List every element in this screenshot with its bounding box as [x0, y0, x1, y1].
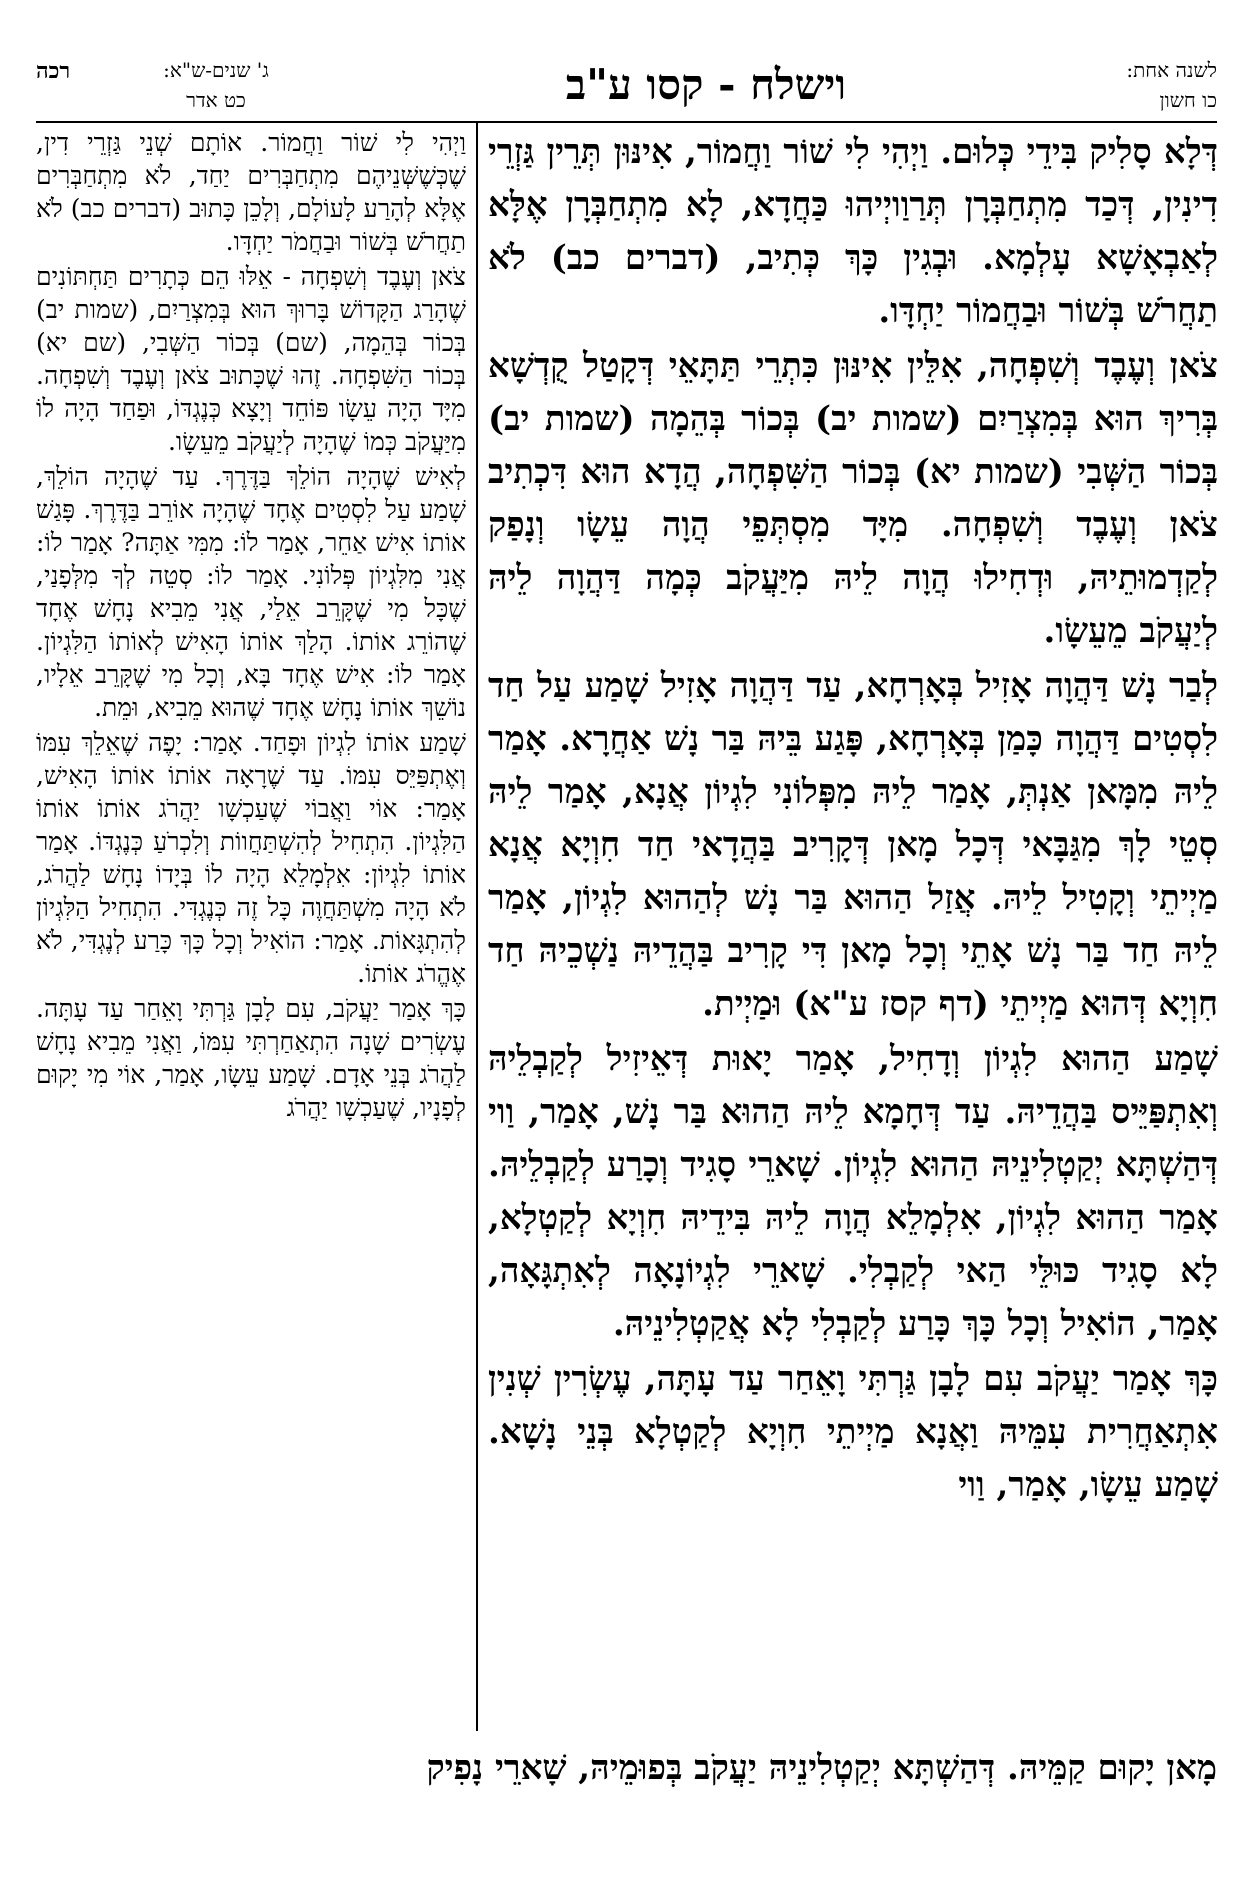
schedule-one-year: לשנה אחת: [1126, 58, 1217, 82]
header-divider [36, 121, 1217, 123]
footer-text: מָאן יָקוּם קַמֵּיהּ. דְּהַשְׁתָּא יְקַטְלִינֵיהּ יַעֲקֹב בְּפוּמֵיהּ, שָׁארֵי נָפִיק [426, 1748, 1217, 1788]
main-paragraph: צֹאן וְעֶבֶד וְשִׁפְחָה, אִלֵּין אִינּוּן כִּתְרֵי תַּתָּאֵי דְּקָטַל קֻדְשָׁא בְּרִיךְ הוּא בְּמִצְרַיִם (שמות יב) בְּכוֹר בְּהֵמָה (שמות יב) בְּכוֹר הַשְּׁבִי (שמות יא) בְּכוֹר הַשִּׁפְחָה, הֲדָא הוּא דִּכְתִיב צֹאן וְעֶבֶד וְשִׁפְחָה. מִיָּד מִסְתְּפֵי הֲוָה עֵשָׂו וְנָפַק לְקַדְמוּתֵיהּ, וּדְחִילוּ הֲוָה לֵיהּ מִיַּעֲקֹב כְּמָה דַּהֲוָה לֵיהּ לְיַעֲקֹב מֵעֵשָׂו. [488, 346, 1218, 651]
page-header [36, 58, 1217, 120]
commentary-paragraph: לְאִישׁ שֶׁהָיָה הוֹלֵךְ בַּדֶּרֶךְ. עַד שֶׁהָיָה הוֹלֵךְ, שָׁמַע עַל לִסְטִים אֶחָד שֶׁהָיָה אוֹרֵב בַּדֶּרֶךְ. פָּגַשׁ אוֹתוֹ אִישׁ אַחֵר, אָמַר לוֹ: מִמִּי אַתָּה? אָמַר לוֹ: אֲנִי מִלִּגְיוֹן פְּלוֹנִי. אָמַר לוֹ: סְטֵה לְךָ מִלְּפָנַי, שֶׁכָּל מִי שֶׁקָּרֵב אֵלַי, אֲנִי מֵבִיא נָחָשׁ אֶחָד שֶׁהוֹרֵג אוֹתוֹ. הָלַךְ אוֹתוֹ הָאִישׁ לְאוֹתוֹ הַלִּגְיוֹן. אָמַר לוֹ: אִישׁ אֶחָד בָּא, וְכָל מִי שֶׁקָּרֵב אֵלָיו, נוֹשֵׁךְ אוֹתוֹ נָחָשׁ אֶחָד שֶׁהוּא מֵבִיא, וּמֵת. [36, 462, 467, 722]
commentary-paragraph: שָׁמַע אוֹתוֹ לִגְיוֹן וּפָחַד. אָמַר: יָפֶה שֶׁאֵלֵךְ עִמּוֹ וְאֶתְפַּיֵּס עִמּוֹ. עַד שֶׁרָאָה אוֹתוֹ אוֹתוֹ הָאִישׁ, אָמַר: אוֹי וַאֲבוֹי שֶׁעַכְשָׁו יַהֲרֹג אוֹתוֹ אוֹתוֹ הַלִּגְיוֹן. הִתְחִיל לְהִשְׁתַּחֲווֹת וְלִכְרֹעַ כְּנֶגְדּוֹ. אָמַר אוֹתוֹ לִגְיוֹן: אִלְמָלֵא הָיָה לוֹ בְּיָדוֹ נָחָשׁ לַהֲרֹג, לֹא הָיָה מִשְׁתַּחֲוֶה כָּל זֶה כְּנֶגְדִּי. הִתְחִיל הַלִּגְיוֹן לְהִתְגָּאוֹת. אָמַר: הוֹאִיל וְכָל כָּךְ כָּרַע לְנֶגְדִּי, לֹא אֶהֱרֹג אוֹתוֹ. [36, 728, 466, 988]
main-paragraph: כָּךְ אָמַר יַעֲקֹב עִם לָבָן גַּרְתִּי וָאֵחַר עַד עָתָּה, עֶשְׂרִין שְׁנִין אִתְאַחֲרִית עִמֵּיהּ וַאֲנָא מַיְיתֵי חִוְיָא לְקַטְלָא בְּנֵי נָשָׁא. שָׁמַע עֵשָׂו, אָמַר, וַוי [488, 1359, 1218, 1505]
main-paragraph: לְבַר נָשׁ דַּהֲוָה אָזִיל בְּאָרְחָא, עַד דַּהֲוָה אָזִיל שָׁמַע עַל חַד לִסְטִים דַּהֲוָה כָּמַן בְּאָרְחָא, פָּגַע בֵּיהּ בַּר נָשׁ אַחֲרָא. אָמַר לֵיהּ מִמָּאן אַנְתְּ, אָמַר לֵיהּ מִפְּלוֹנִי לִגְיוֹן אֲנָא, אָמַר לֵיהּ סְטֵי לָךְ מִגַּבָּאי דְּכָל מָאן דְּקָרִיב בַּהֲדָאי חַד חִוְיָא אֲנָא מַיְיתֵי וְקָטִיל לֵיהּ. אֲזַל הַהוּא בַּר נָשׁ לְהַהוּא לִגְיוֹן, אָמַר לֵיהּ חַד בַּר נָשׁ אָתֵי וְכָל מָאן דִּי קָרִיב בַּהֲדֵיהּ נַשְׁכֵיהּ חַד חִוְיָא דְּהוּא מַיְיתֵי (דף קסז ע"א) וּמַיְית. [488, 666, 1218, 1024]
main-paragraph: שָׁמַע הַהוּא לִגְיוֹן וְדָחִיל, אָמַר יָאוּת דְּאֵיזִיל לְקַבְלֵיהּ וְאִתְפַּיֵּיס בַּהֲדֵיהּ. עַד דְּחָמָא לֵיהּ הַהוּא בַּר נָשׁ, אָמַר, וַוי דְּהַשְׁתָּא יְקַטְלִינֵיהּ הַהוּא לִגְיוֹן. שָׁארֵי סָגִיד וְכָרַע לְקַבְלֵיהּ. אָמַר הַהוּא לִגְיוֹן, אִלְמָלֵא הֲוָה לֵיהּ בִּידֵיהּ חִוְיָא לְקַטְלָא, לָא סָגִיד כּוּלֵּי הַאי לְקַבְלִי. שָׁארֵי לִגְיוֹנָאָה לְאִתְגָּאָה, אָמַר, הוֹאִיל וְכָל כָּךְ כָּרַע לְקַבְלִי לָא אֲקַטְלִינֵיהּ. [488, 1039, 1218, 1344]
commentary-paragraph: צֹאן וְעֶבֶד וְשִׁפְחָה - אֵלּוּ הֵם כְּתָרִים תַּחְתּוֹנִים שֶׁהָרַג הַקָּדוֹשׁ בָּרוּךְ הוּא בְּמִצְרַיִם, (שמות יב) בְּכוֹר בְּהֵמָה, (שם) בְּכוֹר הַשְּׁבִי, (שם יא) בְּכוֹר הַשִּׁפְחָה. זֶהוּ שֶׁכָּתוּב צֹאן וְעֶבֶד וְשִׁפְחָה. מִיָּד הָיָה עֵשָׂו פּוֹחֵד וְיָצָא כְּנֶגְדּוֹ, וּפַחַד הָיָה לוֹ מִיַּעֲקֹב כְּמוֹ שֶׁהָיָה לְיַעֲקֹב מֵעֵשָׂו. [36, 262, 466, 456]
hebrew-translation-column [36, 126, 466, 1726]
page-title: וישלח - קסו ע"ב [565, 60, 847, 109]
main-paragraph: דְּלָא סָלִיק בִּידֵי כְּלוּם. וַיְהִי לִי שׁוֹר וַחֲמוֹר, אִינּוּן תְּרֵין גַּזְרֵי דִינִין, דְּכַד מִתְחַבְּרָן תְּרַוַויְיהוּ כַּחֲדָא, לָא מִתְחַבְּרָן אֶלָּא לְאַבְאָשָׁא עָלְמָא. וּבְגִין כָּךְ כְּתִיב, (דברים כב) לֹא תַחֲרֹשׁ בְּשׁוֹר וּבַחֲמוֹר יַחְדָּו. [488, 132, 1219, 331]
schedule-one-year-date: כו חשון [1159, 88, 1217, 112]
commentary-paragraph: וַיְהִי לִי שׁוֹר וַחֲמוֹר. אוֹתָם שְׁנֵי גַּזְרֵי דִין, שֶׁכְּשֶׁשְּׁנֵיהֶם מִתְחַבְּרִים יַחַד, לֹא מִתְחַבְּרִים אֶלָּא לְהָרַע לָעוֹלָם, וְלָכֵן כָּתוּב (דברים כב) לֹא תַחֲרֹשׁ בְּשׁוֹר וּבַחֲמֹר יַחְדָּו. [36, 128, 466, 256]
schedule-three-years: ג' שנים-ש"א: [163, 58, 269, 82]
column-divider [476, 123, 478, 1731]
schedule-three-years-date: כט אדר [186, 88, 246, 112]
aramaic-text-column [488, 126, 1218, 1726]
commentary-paragraph: כָּךְ אָמַר יַעֲקֹב, עִם לָבָן גַּרְתִּי וָאֵחַר עַד עָתָּה. עֶשְׂרִים שָׁנָה הִתְאַחַרְתִּי עִמּוֹ, וַאֲנִי מֵבִיא נָחָשׁ לַהֲרֹג בְּנֵי אָדָם. שָׁמַע עֵשָׂו, אָמַר, אוֹי מִי יָקוּם לְפָנָיו, שֶׁעַכְשָׁו יַהֲרֹג [36, 994, 466, 1122]
page-number: רכה [36, 58, 71, 84]
